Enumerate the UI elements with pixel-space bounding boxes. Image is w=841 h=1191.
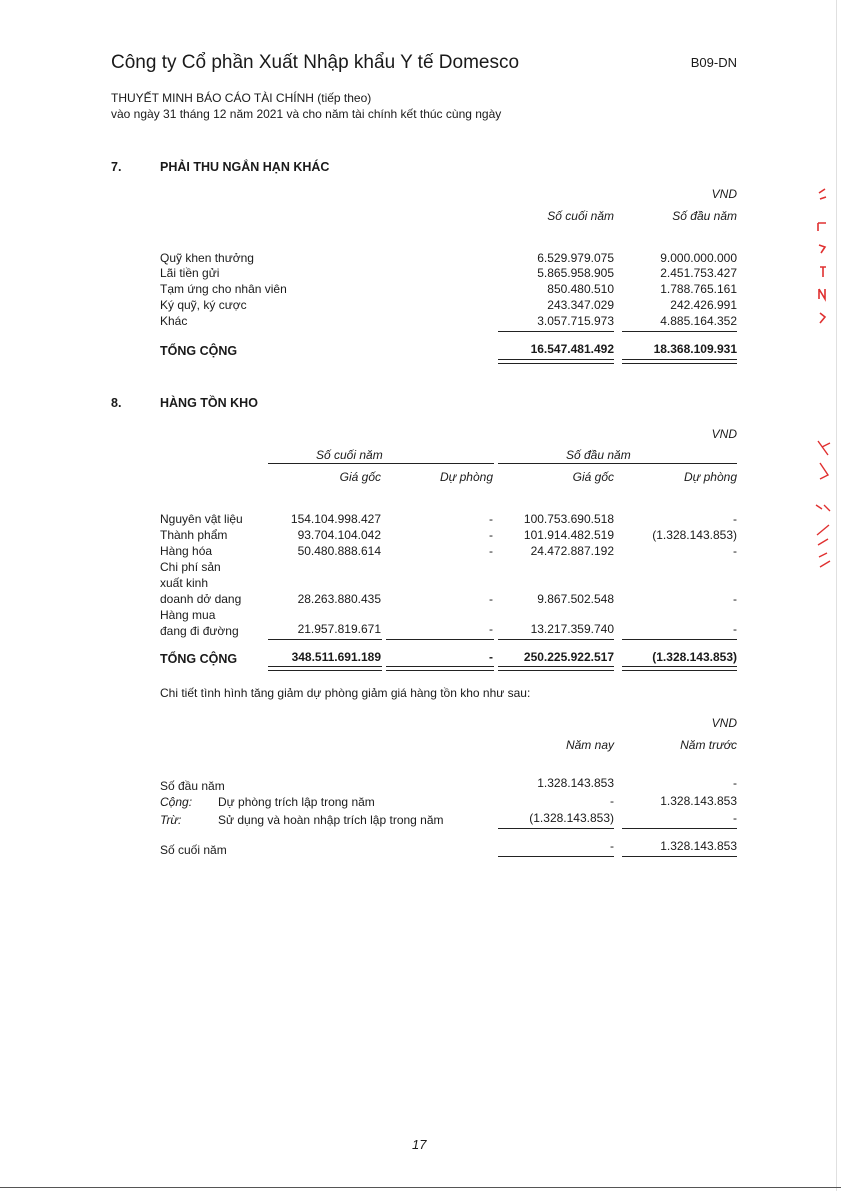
table-cell: - xyxy=(733,776,737,790)
table-cell: 4.885.164.352 xyxy=(660,314,737,328)
table-cell: 5.865.958.905 xyxy=(537,266,614,280)
detail-col-this-year: Năm nay xyxy=(565,738,614,752)
table-cell: 1.328.143.853 xyxy=(660,839,737,853)
table-cell: (1.328.143.853) xyxy=(529,811,614,825)
table-row-label: Chi phí sản xyxy=(160,560,221,574)
table-row-label: Tạm ứng cho nhân viên xyxy=(160,282,287,296)
detail-add-label: Dự phòng trích lập trong năm xyxy=(218,795,375,809)
table-row-label: đang đi đường xyxy=(160,624,239,638)
total-value: 348.511.691.189 xyxy=(291,650,381,664)
group-header-begin: Số đầu năm xyxy=(566,448,631,462)
col-cost-begin: Giá gốc xyxy=(572,470,614,484)
page-edge xyxy=(0,1187,841,1188)
table-row-label: Hàng mua xyxy=(160,608,216,622)
page-edge xyxy=(836,0,837,1191)
col-cost-end: Giá gốc xyxy=(339,470,381,484)
company-name: Công ty Cổ phần Xuất Nhập khẩu Y tế Domesco xyxy=(111,52,520,73)
table-cell: 3.057.715.973 xyxy=(537,314,614,328)
total-value: 18.368.109.931 xyxy=(653,342,737,356)
table-cell: 6.529.979.075 xyxy=(537,251,614,265)
report-title: THUYẾT MINH BÁO CÁO TÀI CHÍNH (tiếp theo) xyxy=(111,91,372,105)
detail-closing-label: Số cuối năm xyxy=(160,843,227,857)
table-cell: 9.867.502.548 xyxy=(537,592,614,606)
total-value: 16.547.481.492 xyxy=(530,342,614,356)
closing-rule xyxy=(622,856,737,857)
table-cell: 100.753.690.518 xyxy=(523,512,614,526)
table-cell: - xyxy=(489,544,493,558)
table-cell: 2.451.753.427 xyxy=(660,266,737,280)
total-double-rule xyxy=(622,666,737,671)
stamp-fragment-icon xyxy=(812,435,834,575)
stamp-fragment xyxy=(812,435,834,575)
total-double-rule xyxy=(268,666,382,671)
table-row-label: Quỹ khen thưởng xyxy=(160,251,254,265)
col-prov-end: Dự phòng xyxy=(440,470,493,484)
section-8-number: 8. xyxy=(111,396,122,410)
detail-opening-label: Số đầu năm xyxy=(160,779,225,793)
table-cell: - xyxy=(489,512,493,526)
subtotal-rule xyxy=(386,639,494,640)
table-cell: 243.347.029 xyxy=(547,298,614,312)
table-cell: - xyxy=(489,622,493,636)
table-cell: 242.426.991 xyxy=(670,298,737,312)
table-row-label: Khác xyxy=(160,314,188,328)
stamp-fragment xyxy=(815,185,829,345)
table-cell: 154.104.998.427 xyxy=(290,512,381,526)
total-double-rule xyxy=(622,359,737,364)
stamp-fragment-icon xyxy=(815,185,829,345)
table-row-label: Nguyên vật liệu xyxy=(160,512,243,526)
section-7-currency: VND xyxy=(711,187,737,201)
table-cell: 850.480.510 xyxy=(547,282,614,296)
total-value: - xyxy=(489,650,493,664)
table-cell: 101.914.482.519 xyxy=(523,528,614,542)
table-cell: - xyxy=(733,811,737,825)
table-cell: 1.328.143.853 xyxy=(537,776,614,790)
table-cell: - xyxy=(610,839,614,853)
table-cell: 28.263.880.435 xyxy=(297,592,381,606)
table-cell: - xyxy=(733,512,737,526)
table-cell: - xyxy=(733,592,737,606)
table-row-label: Hàng hóa xyxy=(160,544,213,558)
report-period: vào ngày 31 tháng 12 năm 2021 và cho năm tài chính kết thúc cùng ngày xyxy=(111,107,502,121)
group-header-end: Số cuối năm xyxy=(316,448,383,462)
subtotal-rule xyxy=(268,639,382,640)
total-double-rule xyxy=(386,666,494,671)
table-cell: 13.217.359.740 xyxy=(530,622,614,636)
total-label: TỔNG CỘNG xyxy=(160,344,238,358)
table-cell: - xyxy=(733,544,737,558)
col-prov-begin: Dự phòng xyxy=(684,470,737,484)
subtotal-rule xyxy=(498,639,614,640)
table-row-label: Lãi tiền gửi xyxy=(160,266,220,280)
group-rule xyxy=(498,463,737,464)
subtotal-rule xyxy=(498,828,614,829)
closing-rule xyxy=(498,856,614,857)
section-7-number: 7. xyxy=(111,160,122,174)
subtotal-rule xyxy=(622,828,737,829)
detail-less-label: Sử dụng và hoàn nhập trích lập trong năm xyxy=(218,813,444,827)
detail-add-prefix: Cộng: xyxy=(160,795,193,809)
subtotal-rule xyxy=(622,639,737,640)
section-7-title: PHẢI THU NGẮN HẠN KHÁC xyxy=(160,160,330,174)
table-cell: - xyxy=(489,528,493,542)
table-row-label: Thành phẩm xyxy=(160,528,228,542)
table-cell: - xyxy=(610,794,614,808)
section-7-col-begin: Số đầu năm xyxy=(672,209,737,223)
total-label: TỔNG CỘNG xyxy=(160,652,238,666)
detail-col-last-year: Năm trước xyxy=(680,738,737,752)
total-double-rule xyxy=(498,666,614,671)
form-code: B09-DN xyxy=(690,55,737,70)
total-value: (1.328.143.853) xyxy=(652,650,737,664)
table-cell: - xyxy=(489,592,493,606)
page-number: 17 xyxy=(412,1137,427,1152)
table-cell: 93.704.104.042 xyxy=(297,528,381,542)
table-cell: - xyxy=(733,622,737,636)
table-cell: 21.957.819.671 xyxy=(297,622,381,636)
detail-less-prefix: Trừ: xyxy=(160,813,182,827)
subtotal-rule xyxy=(622,331,737,332)
table-row-label: Ký quỹ, ký cược xyxy=(160,298,247,312)
provision-detail-intro: Chi tiết tình hình tăng giảm dự phòng giảm giá hàng tồn kho như sau: xyxy=(160,686,531,700)
table-cell: 1.788.765.161 xyxy=(660,282,737,296)
subtotal-rule xyxy=(498,331,614,332)
table-cell: 50.480.888.614 xyxy=(297,544,381,558)
table-cell: 1.328.143.853 xyxy=(660,794,737,808)
table-cell: 24.472.887.192 xyxy=(530,544,614,558)
total-double-rule xyxy=(498,359,614,364)
section-7-col-end: Số cuối năm xyxy=(547,209,614,223)
table-row-label: doanh dở dang xyxy=(160,592,242,606)
section-8-currency: VND xyxy=(711,427,737,441)
group-rule xyxy=(268,463,494,464)
detail-currency: VND xyxy=(711,716,737,730)
table-row-label: xuất kinh xyxy=(160,576,209,590)
section-8-title: HÀNG TỒN KHO xyxy=(160,396,258,410)
total-value: 250.225.922.517 xyxy=(523,650,614,664)
table-cell: 9.000.000.000 xyxy=(660,251,737,265)
table-cell: (1.328.143.853) xyxy=(652,528,737,542)
